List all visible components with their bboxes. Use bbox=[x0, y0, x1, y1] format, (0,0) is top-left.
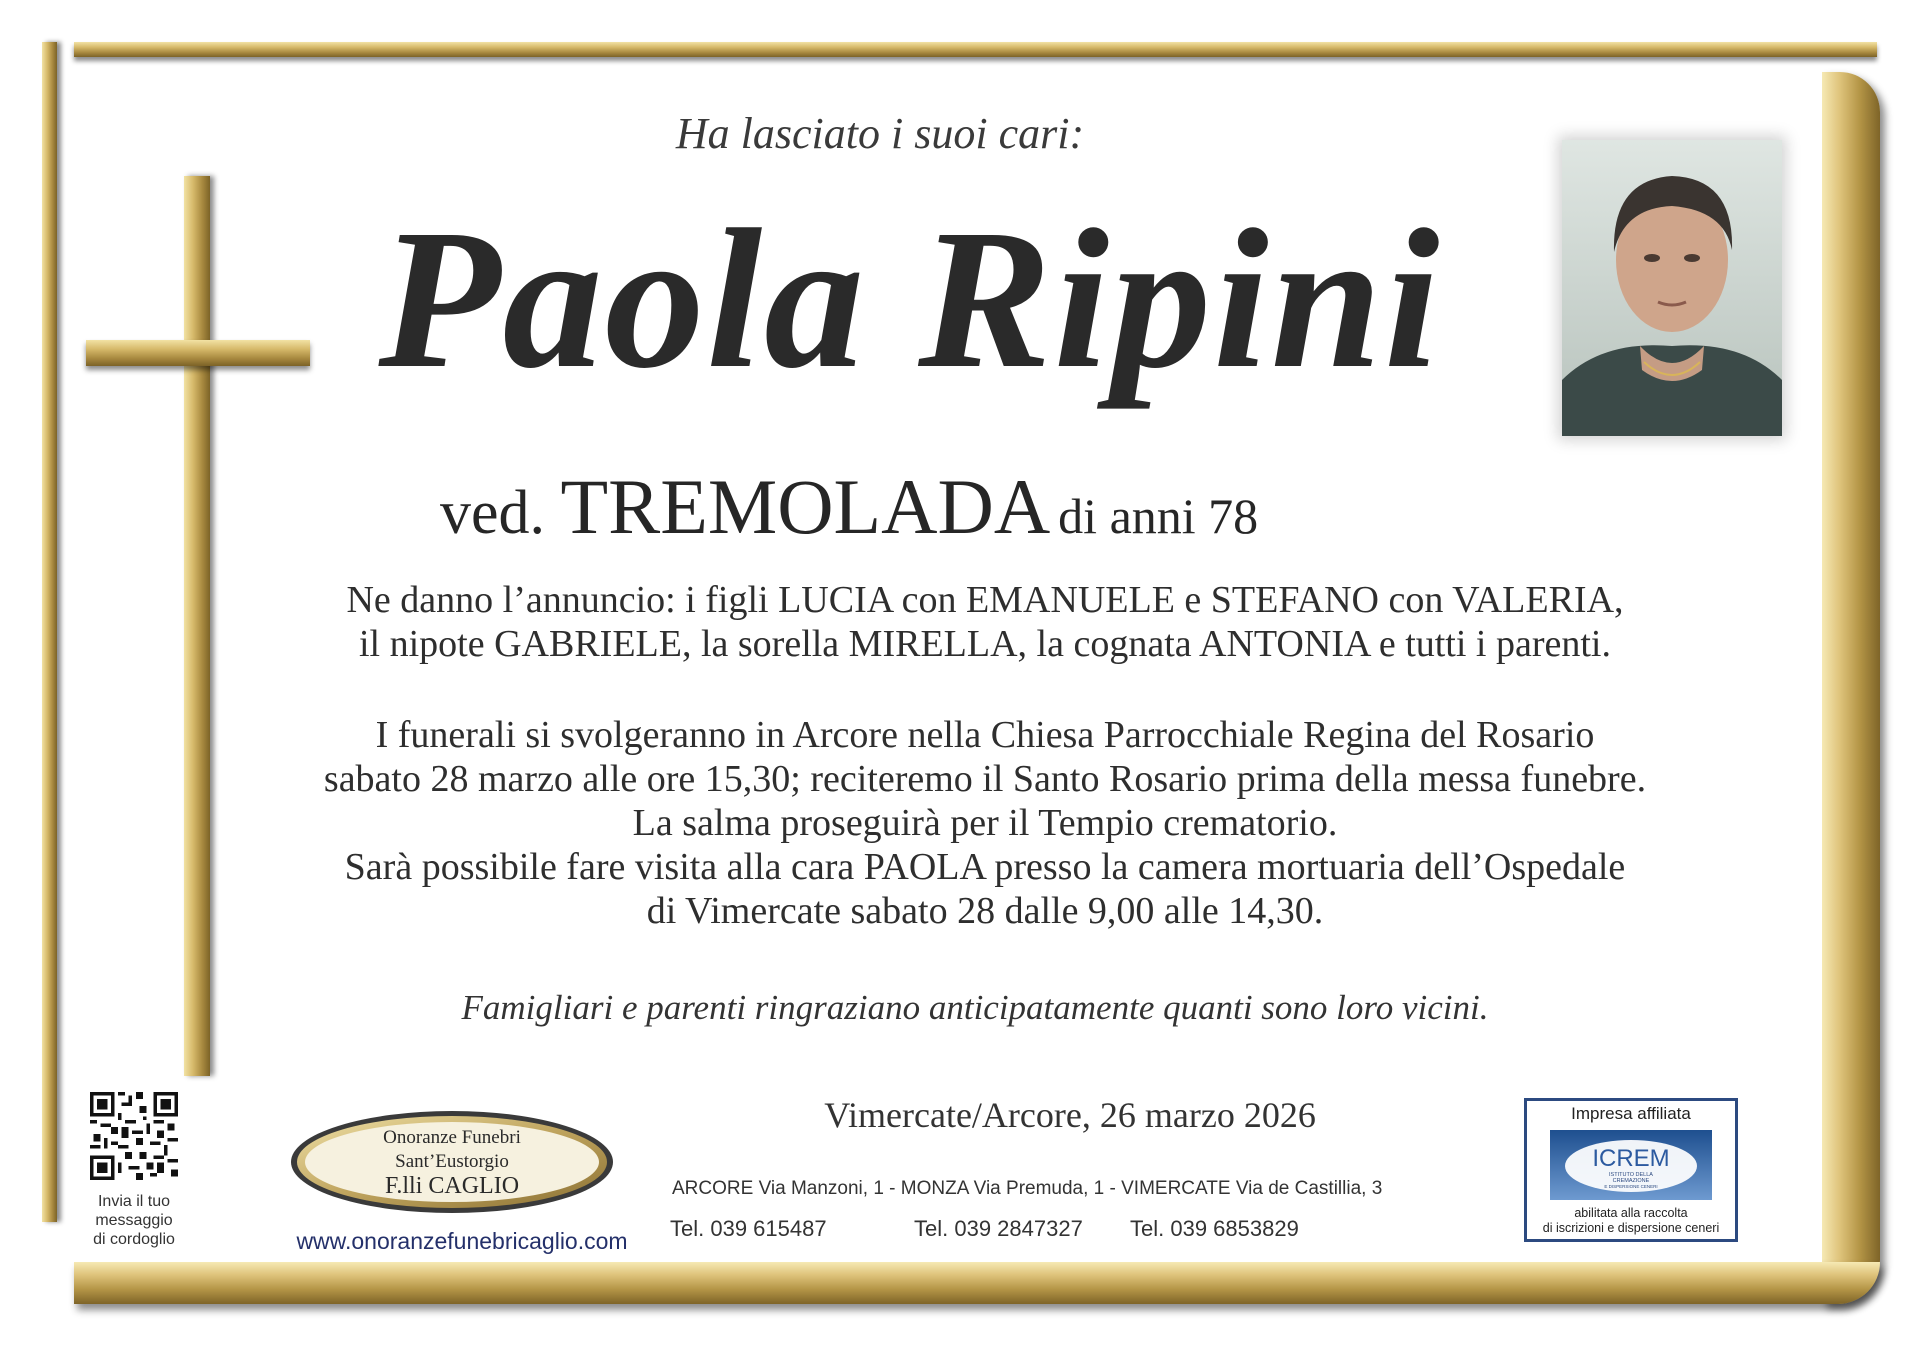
announcement-line: Ne danno l’annuncio: i figli LUCIA con EMANUELE e STEFANO con VALERIA, bbox=[346, 579, 1624, 621]
widow-prefix: ved. bbox=[440, 479, 561, 547]
website-link[interactable]: www.onoranzefunebricaglio.com bbox=[296, 1228, 628, 1254]
phone-arcore[interactable]: Tel. 039 615487 bbox=[670, 1216, 827, 1241]
thanks-line: Famigliari e parenti ringraziano anticipatamente quanti sono loro vicini. bbox=[461, 988, 1489, 1027]
cross-icon bbox=[184, 176, 210, 1076]
funeral-line: Sarà possibile fare visita alla cara PAOLA presso la camera mortuaria dell’Ospedale bbox=[344, 846, 1626, 888]
funeral-home-line: F.lli CAGLIO bbox=[384, 1173, 520, 1199]
frame-bottom-border bbox=[74, 1262, 1880, 1304]
qr-caption-line: messaggio bbox=[95, 1212, 173, 1229]
icrem-subtext: CREMAZIONE bbox=[1612, 1178, 1650, 1184]
funeral-home-line: Onoranze Funebri bbox=[383, 1127, 521, 1148]
funeral-line: La salma proseguirà per il Tempio crematorio. bbox=[632, 802, 1338, 844]
phone-monza[interactable]: Tel. 039 2847327 bbox=[914, 1216, 1083, 1241]
portrait-photo bbox=[1562, 140, 1782, 436]
icrem-subtext: E DISPERSIONE CENERI bbox=[1604, 1184, 1658, 1189]
announcement-text bbox=[240, 578, 1730, 666]
addresses: ARCORE Via Manzoni, 1 - MONZA Via Premuda, 1 - VIMERCATE Via de Castillia, 3 bbox=[672, 1178, 1383, 1199]
funeral-line: I funerali si svolgeranno in Arcore nella Chiesa Parrocchiale Regina del Rosario bbox=[375, 714, 1595, 756]
frame-left-border bbox=[42, 42, 57, 1222]
qr-code-icon[interactable] bbox=[90, 1092, 178, 1180]
qr-caption bbox=[74, 1192, 194, 1249]
qr-caption-line: Invia il tuo bbox=[97, 1193, 171, 1210]
cross-icon-arm bbox=[86, 340, 310, 366]
announcement-line: il nipote GABRIELE, la sorella MIRELLA, la cognata ANTONIA e tutti i parenti. bbox=[359, 623, 1611, 665]
frame-right-border bbox=[1822, 72, 1880, 1304]
funeral-home-name bbox=[300, 1126, 604, 1198]
portrait-image bbox=[1562, 140, 1782, 436]
affiliate-caption-line: abilitata alla raccolta bbox=[1574, 1206, 1688, 1220]
age-text: di anni 78 bbox=[1058, 488, 1259, 544]
qr-caption-line: di cordoglio bbox=[93, 1231, 175, 1248]
affiliate-title: Impresa affiliata bbox=[1571, 1104, 1691, 1123]
widow-line bbox=[440, 462, 1440, 552]
affiliate-caption-line: di iscrizioni e dispersione ceneri bbox=[1542, 1221, 1720, 1235]
funeral-details bbox=[240, 713, 1730, 933]
funeral-home-line: Sant’Eustorgio bbox=[395, 1151, 509, 1172]
deceased-name: Paola Ripini bbox=[378, 189, 1442, 410]
frame-top-border bbox=[74, 42, 1877, 57]
place-date: Vimercate/Arcore, 26 marzo 2026 bbox=[824, 1095, 1316, 1135]
phone-vimercate[interactable]: Tel. 039 6853829 bbox=[1130, 1216, 1299, 1241]
funeral-line: sabato 28 marzo alle ore 15,30; reciteremo il Santo Rosario prima della messa funebre. bbox=[323, 758, 1647, 800]
affiliate-caption bbox=[1524, 1206, 1738, 1236]
icrem-subtext: ISTITUTO DELLA bbox=[1609, 1172, 1653, 1178]
married-name: TREMOLADA bbox=[560, 463, 1051, 550]
icrem-logo-text: ICREM bbox=[1592, 1145, 1670, 1172]
funeral-line: di Vimercate sabato 28 dalle 9,00 alle 14,30. bbox=[646, 890, 1324, 932]
icrem-logo bbox=[1550, 1130, 1712, 1200]
intro-line: Ha lasciato i suoi cari: bbox=[675, 109, 1085, 158]
